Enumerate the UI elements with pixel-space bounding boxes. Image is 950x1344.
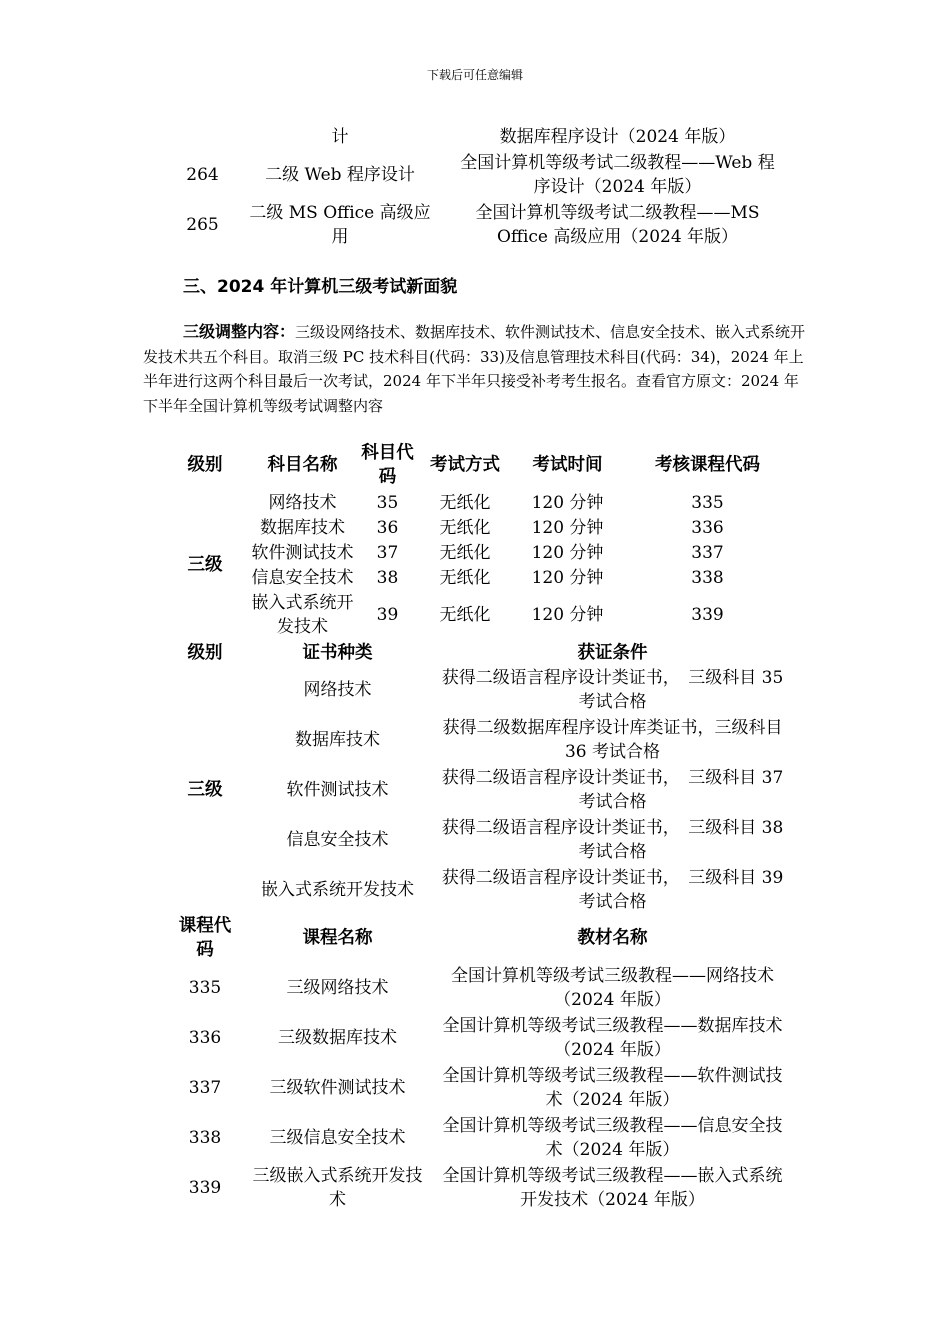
section-heading: 三、2024 年计算机三级考试新面貌 <box>183 277 458 297</box>
exam-time: 120 分钟 <box>531 605 604 625</box>
exam-time: 120 分钟 <box>531 567 604 588</box>
cert-condition: 获得二级语言程序设计类证书， 三级科目 39 考试合格 <box>441 868 784 912</box>
table-row <box>165 490 795 515</box>
table-row <box>165 150 795 200</box>
certificate-table <box>165 640 795 915</box>
textbook-name: 全国计算机等级考试二级教程——MS Office 高级应用（2024 年版） <box>475 203 760 247</box>
course-name: 三级嵌入式系统开发技术 <box>252 1166 423 1210</box>
level-cell: 三级 <box>187 780 223 800</box>
table-row <box>165 715 795 765</box>
level2-course-table <box>165 124 795 250</box>
subject-name: 网络技术 <box>268 492 337 513</box>
course-code: 338 <box>691 567 724 588</box>
course-code: 339 <box>691 605 724 625</box>
subject-code: 39 <box>376 605 399 625</box>
subject-code: 36 <box>376 517 399 538</box>
textbook-name: 数据库程序设计（2024 年版） <box>499 127 736 147</box>
course-code: 338 <box>188 1128 222 1148</box>
cert-condition: 获得二级语言程序设计类证书， 三级科目 35 考试合格 <box>441 668 784 712</box>
header-level: 级别 <box>187 455 223 475</box>
header-textbook: 教材名称 <box>577 928 648 948</box>
header-subject-code: 科目代码 <box>361 443 414 487</box>
exam-method: 无纸化 <box>439 517 491 538</box>
course-code: 336 <box>691 517 724 538</box>
level-cell: 三级 <box>187 555 223 575</box>
subject-code: 37 <box>376 542 399 563</box>
table-row <box>165 200 795 250</box>
subject-code: 35 <box>376 492 399 513</box>
subject-name: 数据库技术 <box>260 517 345 538</box>
table-row <box>165 1113 795 1163</box>
table-row <box>165 565 795 590</box>
course-name: 计 <box>331 127 349 147</box>
header-cert-type: 证书种类 <box>302 642 373 663</box>
textbook-name: 全国计算机等级考试三级教程——信息安全技术（2024 年版） <box>442 1116 783 1160</box>
textbook-name: 全国计算机等级考试二级教程——Web 程序设计（2024 年版） <box>460 153 775 197</box>
course-code: 335 <box>188 978 222 998</box>
table-header-row <box>165 913 795 963</box>
course-code: 339 <box>188 1178 222 1198</box>
exam-method: 无纸化 <box>439 567 491 588</box>
header-course-code: 课程代码 <box>178 916 232 960</box>
header-exam-time: 考试时间 <box>532 455 603 475</box>
course-textbook-table <box>165 913 795 1213</box>
table-header-row <box>165 640 795 665</box>
table-row <box>165 963 795 1013</box>
subject-code: 38 <box>376 567 399 588</box>
exam-time: 120 分钟 <box>531 542 604 563</box>
course-name: 二级 MS Office 高级应用 <box>249 203 431 247</box>
cert-type: 嵌入式系统开发技术 <box>261 880 414 900</box>
table-row <box>165 1013 795 1063</box>
course-code: 337 <box>188 1078 222 1098</box>
cert-type: 信息安全技术 <box>286 830 389 850</box>
course-code: 265 <box>186 215 219 235</box>
exam-method: 无纸化 <box>439 542 491 563</box>
course-name: 三级软件测试技术 <box>269 1078 406 1098</box>
course-name: 三级网络技术 <box>286 978 389 998</box>
page-header: 下载后可任意编辑 <box>426 68 523 82</box>
table-row <box>165 124 795 150</box>
exam-method: 无纸化 <box>439 605 491 625</box>
cert-condition: 获得二级语言程序设计类证书， 三级科目 38 考试合格 <box>441 818 784 862</box>
table-row <box>165 540 795 565</box>
exam-subject-table <box>165 440 795 640</box>
textbook-name: 全国计算机等级考试三级教程——嵌入式系统开发技术（2024 年版） <box>442 1166 783 1210</box>
table-header-row <box>165 440 795 490</box>
subject-name: 软件测试技术 <box>251 542 354 563</box>
exam-time: 120 分钟 <box>531 517 604 538</box>
table-row <box>165 1163 795 1213</box>
subject-name: 信息安全技术 <box>251 567 354 588</box>
table-row <box>165 590 795 640</box>
course-name: 三级数据库技术 <box>278 1028 397 1048</box>
table-row <box>165 765 795 815</box>
exam-method: 无纸化 <box>439 492 491 513</box>
course-name: 二级 Web 程序设计 <box>265 165 415 185</box>
header-course-name: 课程名称 <box>302 928 373 948</box>
cert-type: 数据库技术 <box>295 730 380 750</box>
header-subject: 科目名称 <box>267 455 338 475</box>
course-code: 335 <box>691 492 724 513</box>
textbook-name: 全国计算机等级考试三级教程——网络技术（2024 年版） <box>451 966 774 1010</box>
table-row <box>165 865 795 915</box>
subject-name: 嵌入式系统开发技术 <box>251 593 354 637</box>
table-row <box>165 665 795 715</box>
course-code: 337 <box>691 542 724 563</box>
header-level: 级别 <box>187 642 223 663</box>
cert-type: 软件测试技术 <box>286 780 389 800</box>
paragraph-body: 三级设网络技术、数据库技术、软件测试技术、信息安全技术、嵌入式系统开发技术共五个科目。取消三级 PC 技术科目(代码：33)及信息管理技术科目(代码：34)，2024 年上半年进行这两个科目最后一次考试，2024 年下半年只接受补考考生报名。查看官方原文：2024 年下半年全国计算机等级考试调整内容 <box>143 323 806 415</box>
section-paragraph <box>143 320 808 418</box>
textbook-name: 全国计算机等级考试三级教程——数据库技术（2024 年版） <box>442 1016 783 1060</box>
table-row <box>165 1063 795 1113</box>
header-exam-method: 考试方式 <box>430 455 500 475</box>
header-course-code: 考核课程代码 <box>655 455 760 475</box>
cert-type: 网络技术 <box>303 680 372 700</box>
table-row <box>165 515 795 540</box>
exam-time: 120 分钟 <box>531 492 604 513</box>
course-name: 三级信息安全技术 <box>269 1128 406 1148</box>
paragraph-lead: 三级调整内容： <box>183 322 296 341</box>
table-row <box>165 815 795 865</box>
course-code: 336 <box>188 1028 222 1048</box>
textbook-name: 全国计算机等级考试三级教程——软件测试技术（2024 年版） <box>442 1066 783 1110</box>
cert-condition: 获得二级语言程序设计类证书， 三级科目 37 考试合格 <box>441 768 784 812</box>
course-code <box>165 124 240 150</box>
course-code: 264 <box>186 165 219 185</box>
header-cert-condition: 获证条件 <box>577 642 648 663</box>
cert-condition: 获得二级数据库程序设计库类证书，三级科目 36 考试合格 <box>442 718 783 762</box>
